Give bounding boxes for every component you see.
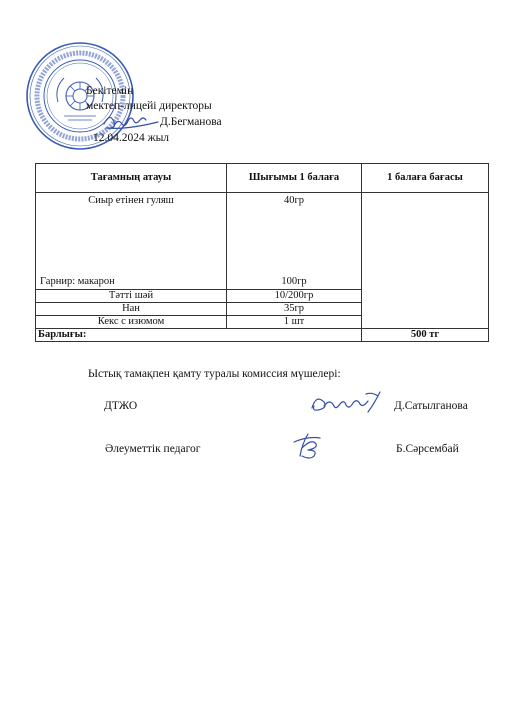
member-role-2: Әлеуметтік педагог [105, 443, 201, 455]
price-cell [362, 193, 489, 329]
member-name-2: Б.Сәрсембай [396, 443, 459, 455]
dish-name: Кекс с изюмом [36, 316, 227, 329]
dish-cell-main [36, 193, 227, 290]
header-price: 1 балаға бағасы [362, 164, 489, 193]
total-label: Барлығы: [36, 329, 362, 342]
approval-date: 12.04.2024 жыл [93, 132, 170, 144]
member-role-1: ДТЖО [104, 400, 138, 412]
member-name-1: Д.Сатылганова [394, 400, 468, 412]
dish-amount: 35гр [227, 303, 362, 316]
dish-amount: 1 шт [227, 316, 362, 329]
dish-name: Сиыр етінен гуляш [88, 195, 174, 206]
table-row [36, 193, 489, 290]
dish-amount: 40гр [283, 195, 305, 206]
header-portion: Шығымы 1 балаға [227, 164, 362, 193]
dish-name: Нан [36, 303, 227, 316]
member-signature-2 [290, 428, 324, 460]
menu-table [35, 163, 489, 342]
director-name: Д.Бегманова [160, 116, 222, 128]
header-dish-name: Тағамның атауы [36, 164, 227, 193]
member-signature-1 [306, 390, 390, 418]
table-header-row [36, 164, 489, 193]
garnish-name: Гарнир: макарон [40, 276, 115, 287]
garnish-amount: 100гр [281, 276, 307, 287]
total-value: 500 тг [362, 329, 489, 342]
portion-cell-main [227, 193, 362, 290]
total-row [36, 329, 489, 342]
dish-name: Тәтті шәй [36, 290, 227, 303]
approval-title: Бекітемін [86, 85, 134, 97]
approval-position: мектеп-лицейі директоры [86, 100, 212, 112]
dish-amount: 10/200гр [227, 290, 362, 303]
commission-title: Ыстық тамақпен қамту туралы комиссия мүшелері: [88, 368, 341, 380]
